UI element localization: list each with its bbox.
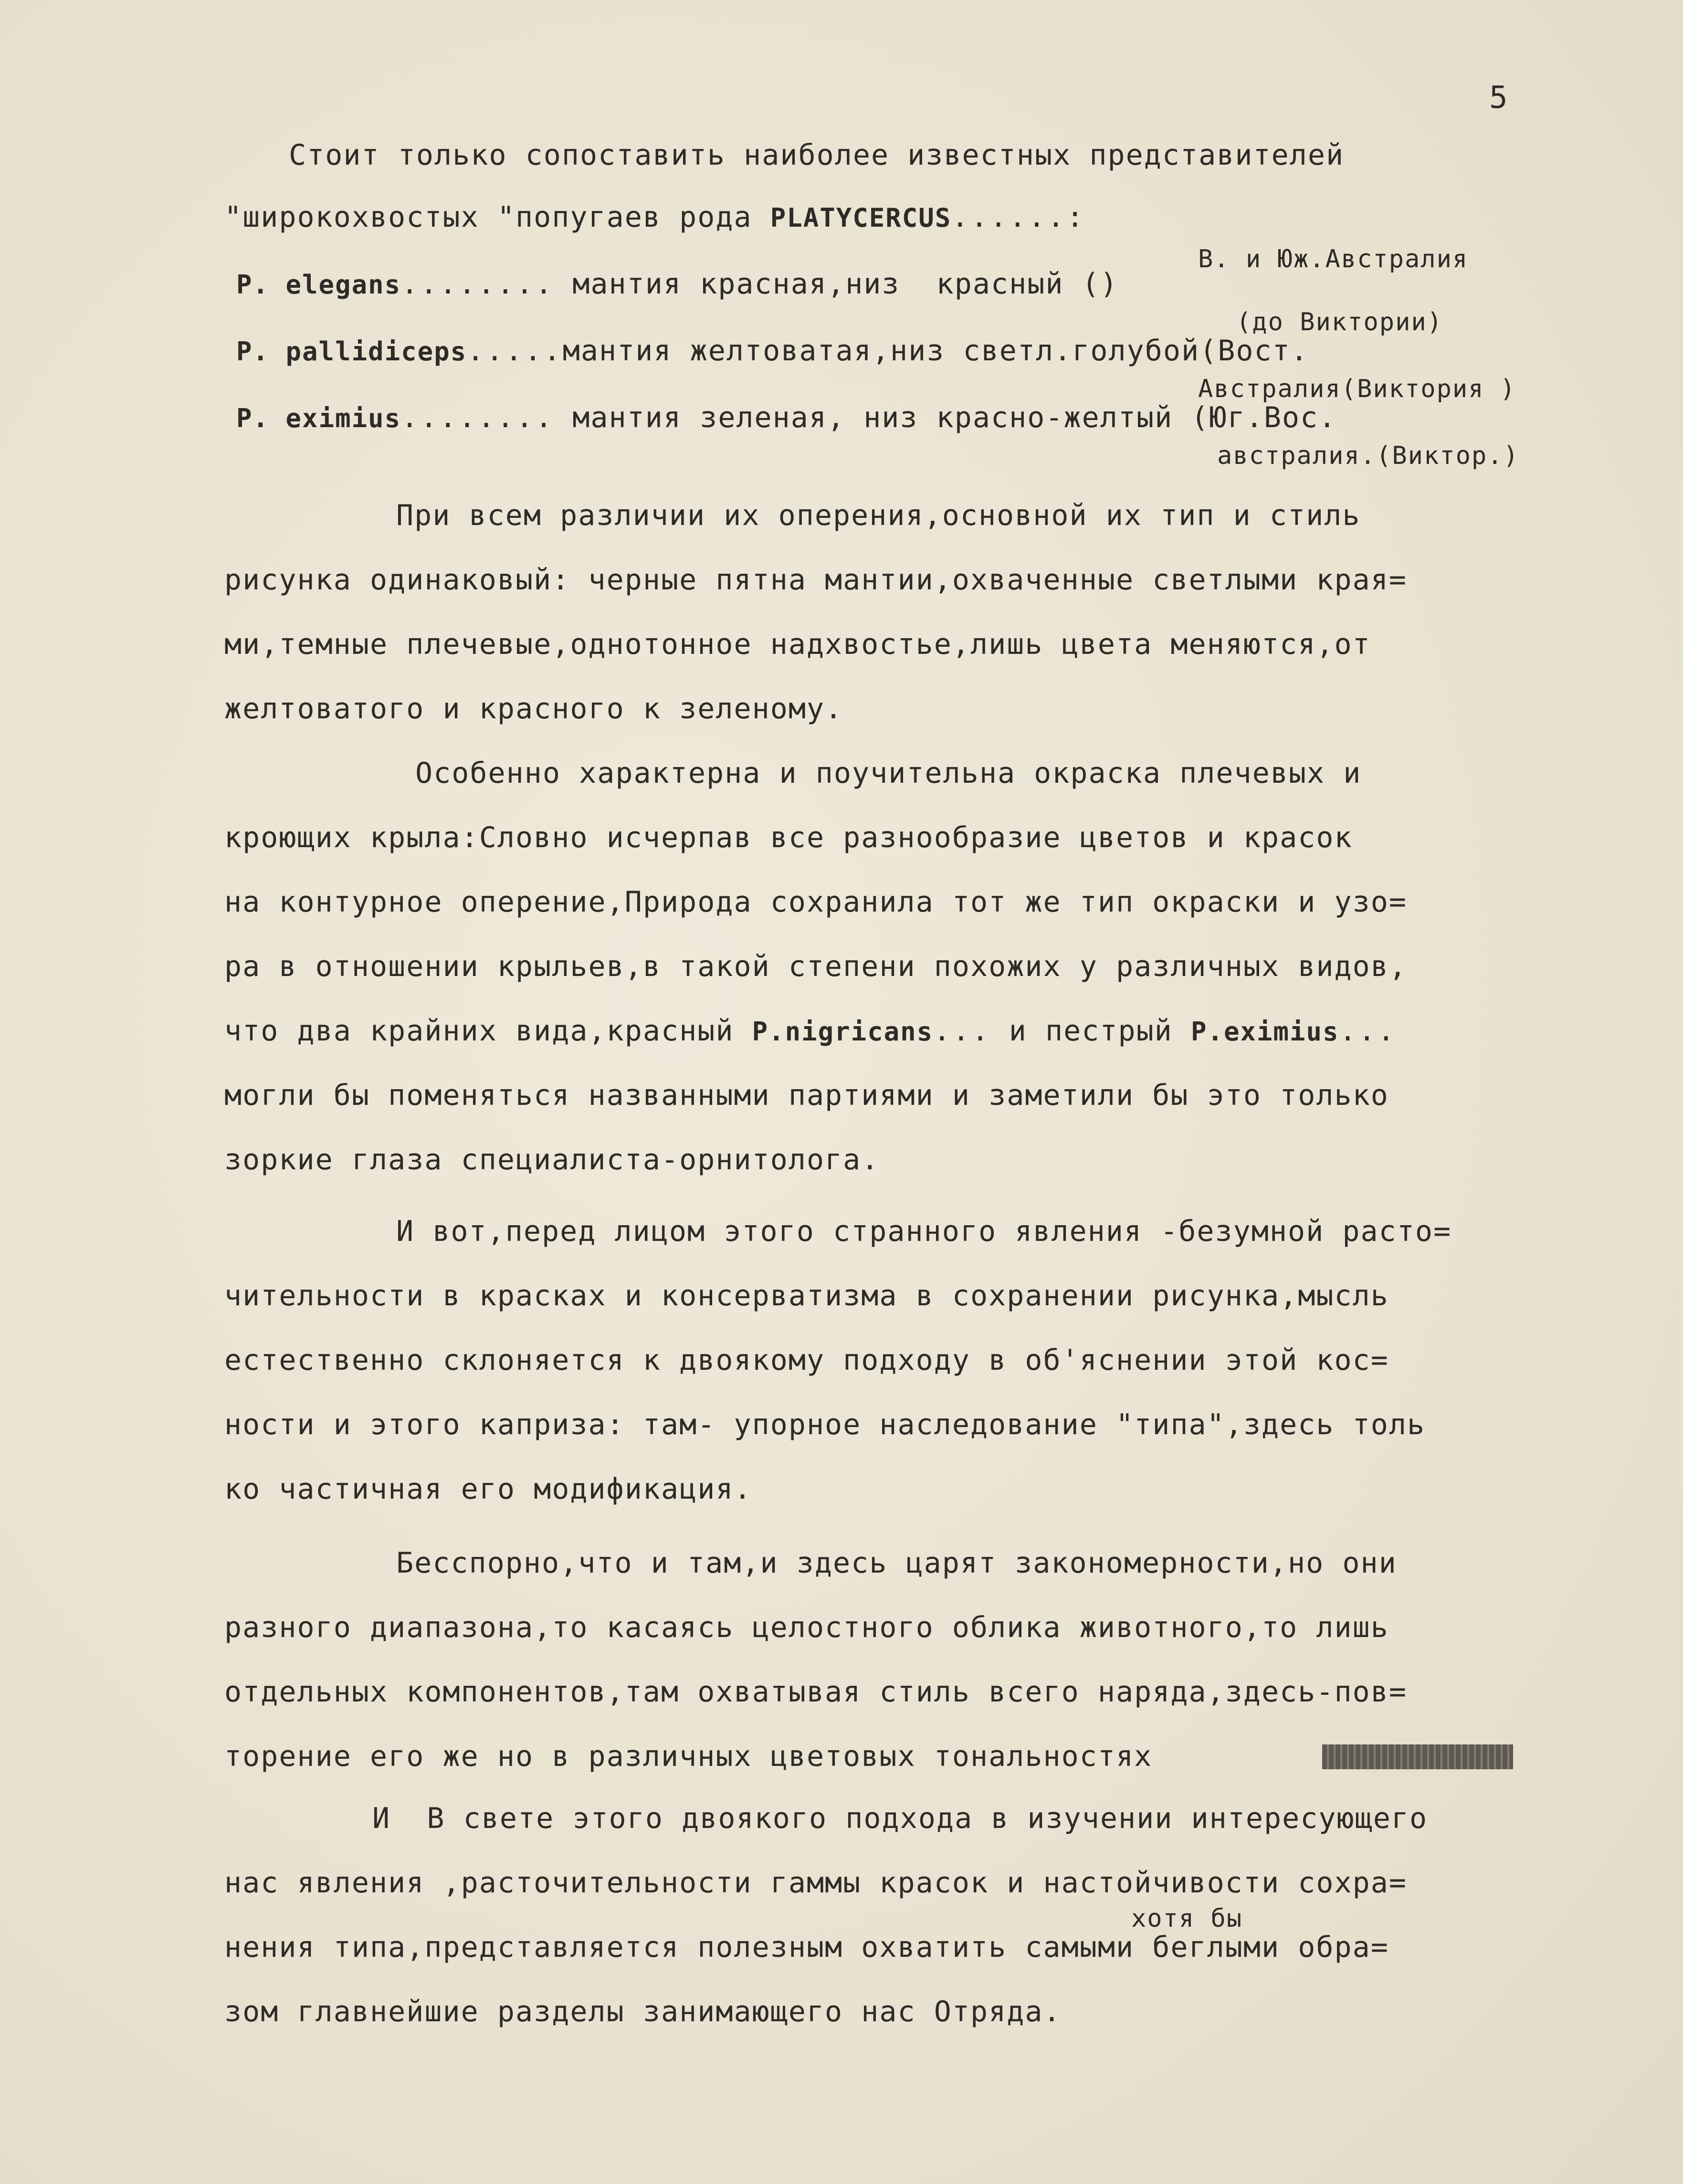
p2-line-4: ра в отношении крыльев,в такой степени похожих у различных видов,	[224, 950, 1407, 983]
species-2-description: мантия желтоватая,низ светл.голубой(Вост.	[562, 334, 1309, 368]
species-1-range-close: )	[1100, 267, 1118, 301]
p3-line-3: естественно склоняется к двоякому подходу в об'яснении этой кос=	[224, 1344, 1389, 1377]
p2-line-6: могли бы поменяться названными партиями и заметили бы это только	[224, 1079, 1389, 1112]
intro-line-2-suffix: ......:	[951, 200, 1086, 234]
species-1-range-above: В. и Юж.Австралия	[1198, 245, 1469, 273]
species-1-line	[236, 267, 1118, 302]
p4-line-4: торение его же но в различных цветовых тональностях	[224, 1740, 1153, 1773]
p4-line-1: Бесспорно,что и там,и здесь царят закономерности,но они	[396, 1546, 1397, 1580]
species-3-line	[236, 401, 1336, 435]
p5-line-2: нас явления ,расточительности гаммы красок и настойчивости сохра=	[224, 1866, 1407, 1900]
species-2-line	[236, 334, 1309, 368]
p2-line-3: на контурное оперение,Природа сохранила тот же тип окраски и узо=	[224, 885, 1407, 919]
p5-line-4: зом главнейшие разделы занимающего нас Отряда.	[224, 1995, 1062, 2028]
species-3-range-below: австралия.(Виктор.)	[1217, 441, 1519, 470]
p1-line-1: При всем различии их оперения,основной их тип и стиль	[396, 499, 1361, 532]
intro-line-2-prefix: "широкохвостых "попугаев рода	[224, 200, 770, 234]
p4-line-2: разного диапазона,то касаясь целостного облика животного,то лишь	[224, 1611, 1389, 1644]
p3-line-2: чительности в красках и консерватизма в сохранении рисунка,мысль	[224, 1279, 1389, 1312]
species-1-dots: ........	[401, 267, 555, 301]
p2-line-2: кроющих крыла:Словно исчерпав все разнообразие цветов и красок	[224, 821, 1353, 854]
p3-line-1: И вот,перед лицом этого странного явления -безумной расто=	[396, 1215, 1452, 1248]
p3-line-5: ко частичная его модификация.	[224, 1472, 752, 1506]
species-nigricans: P.nigricans	[752, 1017, 934, 1047]
species-2-range-below: Австралия(Виктория )	[1198, 375, 1516, 403]
page-number: 5	[1489, 80, 1508, 116]
species-1-description: мантия красная,низ красный (	[572, 267, 1100, 301]
genus-name: PLATYCERCUS	[770, 203, 952, 233]
species-eximius: P.eximius	[1190, 1017, 1339, 1047]
p5-line-3: нения типа,представляется полезным охватить самыми беглыми обра=	[224, 1931, 1389, 1964]
species-3-name: P. eximius	[236, 403, 401, 433]
species-1-name: P. elegans	[236, 270, 401, 300]
p2-line-5	[224, 1014, 1397, 1049]
p2-line-1: Особенно характерна и поучительна окраска плечевых и	[415, 756, 1362, 790]
intro-line-1: Стоит только сопоставить наиболее известных представителей	[289, 138, 1345, 172]
p1-line-3: ми,темные плечевые,однотонное надхвостье,лишь цвета меняются,от	[224, 628, 1371, 661]
intro-line-2	[224, 200, 1085, 235]
species-2-name: P. pallidiceps	[236, 336, 467, 367]
p1-line-2: рисунка одинаковый: черные пятна мантии,охваченные светлыми края=	[224, 563, 1407, 597]
p5-line-1: И В свете этого двоякого подхода в изучении интересующего	[372, 1802, 1428, 1835]
species-3-description: мантия зеленая, низ красно-желтый (Юг.Вос.	[572, 401, 1337, 434]
struck-out-word	[1322, 1744, 1513, 1769]
p5-insertion: хотя бы	[1131, 1904, 1243, 1933]
p2-dots-b: ...	[1339, 1014, 1397, 1048]
p3-line-4: ности и этого каприза: там- упорное наследование "типа",здесь толь	[224, 1408, 1426, 1441]
p1-line-4: желтоватого и красного к зеленому.	[224, 692, 843, 725]
p4-line-3: отдельных компонентов,там охватывая стиль всего наряда,здесь-пов=	[224, 1675, 1407, 1709]
p2-line-5-a: что два крайних вида,красный	[224, 1014, 752, 1048]
species-1-range-below: (до Виктории)	[1236, 308, 1443, 336]
p2-line-5-b: и пестрый	[990, 1014, 1191, 1048]
species-3-dots: ........	[401, 401, 555, 434]
p2-line-7: зоркие глаза специалиста-орнитолога.	[224, 1143, 880, 1176]
species-2-dots: .....	[467, 334, 563, 368]
p2-dots-a: ...	[933, 1014, 991, 1048]
